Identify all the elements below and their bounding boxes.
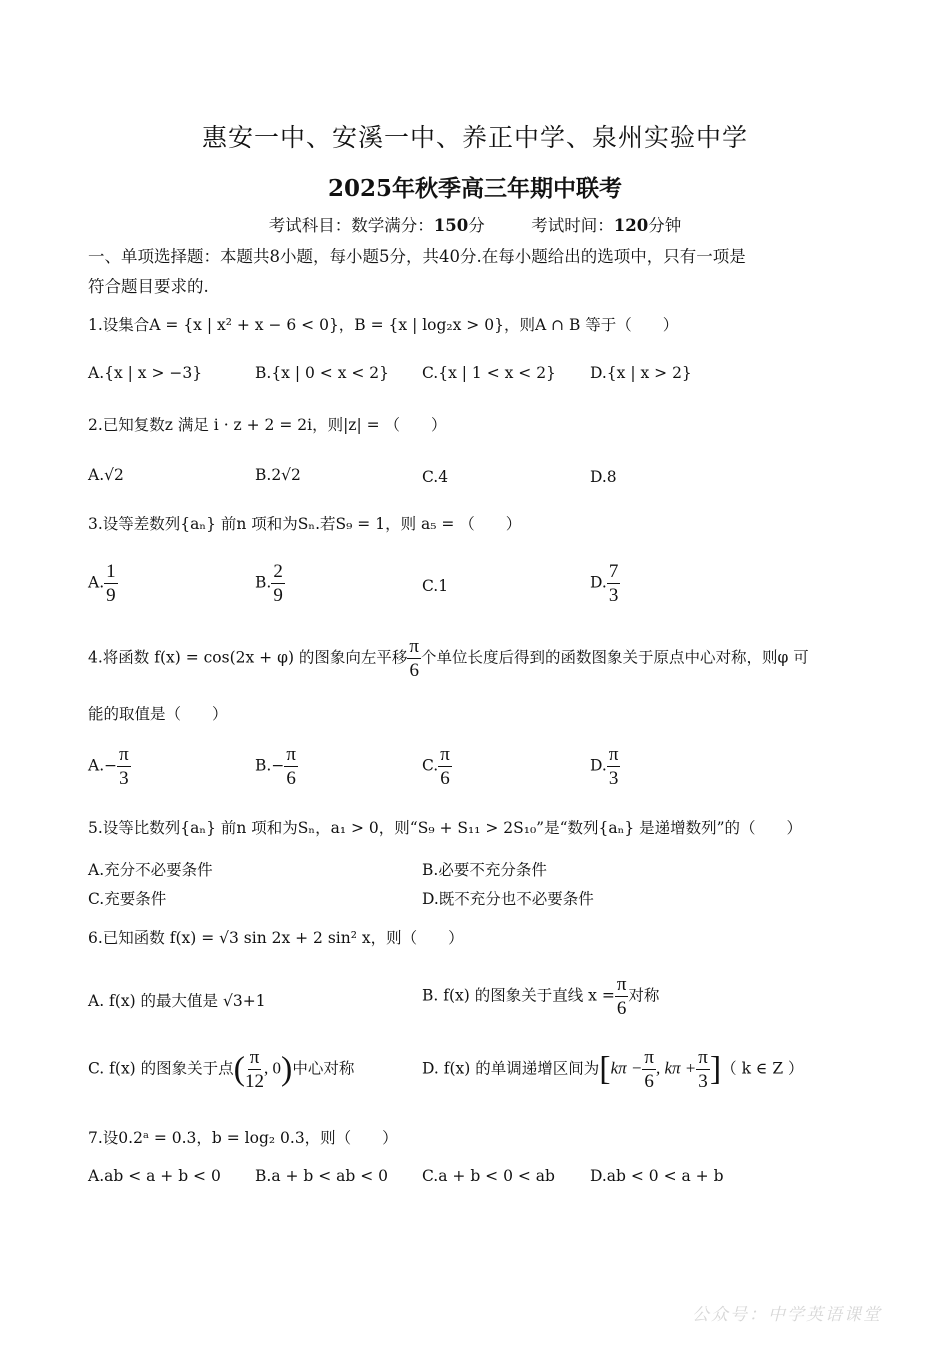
q4-option-b-label: B.− (255, 756, 285, 775)
right-paren: ) (281, 1050, 293, 1088)
fraction-numerator: π (698, 1047, 708, 1068)
q4-stem-part2: 个单位长度后得到的函数图象关于原点中心对称，则φ 可 (421, 648, 809, 667)
q2-option-a: A.√2 (88, 466, 124, 484)
q6-option-b-part2: 对称 (628, 986, 660, 1005)
fraction-denominator: 6 (409, 660, 419, 681)
q4-stem-fraction (407, 637, 421, 680)
q6-option-d-part2: （ k ∈ Z ） (721, 1059, 804, 1078)
q4-stem-part1: 4.将函数 f(x) = cos(2x + φ) 的图象向左平移 (88, 648, 408, 667)
fraction-numerator: π (249, 1047, 260, 1068)
fraction-numerator: π (644, 1047, 654, 1068)
fraction-denominator: 6 (286, 768, 296, 789)
q3-option-b-label: B. (255, 573, 272, 592)
question-4-stem (88, 637, 809, 680)
left-paren: ( (233, 1050, 245, 1088)
q6-option-c (88, 1048, 354, 1091)
q5-option-c: C.充要条件 (88, 890, 167, 908)
q1-option-d: D.{x | x > 2} (590, 364, 692, 382)
q3-option-c: C.1 (422, 577, 449, 595)
fraction-denominator: 6 (440, 768, 450, 789)
q6-option-d-fraction-2 (696, 1048, 710, 1091)
exam-title: 2025年秋季高三年期中联考 (327, 175, 622, 202)
q6-option-c-part2: 中心对称 (292, 1059, 355, 1078)
q7-option-b: B.a + b < ab < 0 (255, 1167, 389, 1185)
q2-option-d: D.8 (590, 468, 617, 486)
fraction-denominator: 9 (273, 585, 283, 606)
q6-option-d (422, 1048, 804, 1091)
fraction-numerator: 1 (106, 561, 116, 582)
q6-option-a: A. f(x) 的最大值是 √3+1 (88, 992, 266, 1010)
section-heading-line1: 一、单项选择题：本题共8小题，每小题5分，共40分.在每小题给出的选项中，只有一项是 (88, 247, 746, 266)
school-names: 惠安一中、安溪一中、养正中学、泉州实验中学 (201, 123, 748, 152)
q5-option-b: B.必要不充分条件 (422, 861, 547, 879)
question-3-stem: 3.设等差数列{aₙ} 前n 项和为Sₙ.若S₉ = 1，则 a₅ = （ ） (88, 515, 522, 533)
q6-option-d-k2: , kπ + (655, 1058, 697, 1078)
q6-option-d-k1: kπ − (610, 1058, 643, 1078)
time-label: 考试时间： (531, 216, 614, 235)
q4-option-c-label: C. (422, 756, 439, 775)
fraction-denominator: 3 (698, 1071, 708, 1092)
fraction-denominator: 9 (106, 585, 116, 606)
q4-option-a-label: A.− (88, 756, 118, 775)
q4-option-d-fraction (607, 745, 621, 788)
q5-option-d: D.既不充分也不必要条件 (422, 890, 594, 908)
q4-option-c-fraction (438, 745, 452, 788)
q2-option-c: C.4 (422, 468, 449, 486)
fraction-numerator: π (608, 744, 619, 765)
q3-option-d-fraction (607, 562, 621, 605)
q4-option-a-fraction (117, 745, 131, 788)
right-bracket: ] (709, 1050, 722, 1088)
time-unit: 分钟 (648, 216, 682, 235)
q4-option-a (88, 745, 131, 788)
q6-option-d-part1: D. f(x) 的单调递增区间为 (422, 1059, 600, 1078)
q2-option-b: B.2√2 (255, 466, 301, 484)
q3-option-d-label: D. (590, 573, 607, 592)
q1-option-c: C.{x | 1 < x < 2} (422, 364, 556, 382)
q4-option-d-label: D. (590, 756, 607, 775)
q4-stem-part3: 能的取值是（ ） (88, 705, 228, 723)
q4-option-b-fraction (284, 745, 298, 788)
fraction-numerator: 7 (608, 561, 619, 582)
q7-option-d: D.ab < 0 < a + b (590, 1167, 724, 1185)
q4-option-d (590, 745, 620, 788)
fraction-denominator: 3 (608, 768, 619, 789)
fraction-denominator: 3 (119, 768, 129, 789)
q6-option-b-fraction (615, 975, 629, 1018)
q3-option-a (88, 562, 118, 605)
q6-option-d-fraction-1 (642, 1048, 656, 1091)
q7-option-a: A.ab < a + b < 0 (88, 1167, 221, 1185)
q6-option-c-coord: , 0 (264, 1058, 281, 1078)
exam-info (0, 212, 950, 236)
q6-option-c-fraction (245, 1048, 264, 1091)
score-unit: 分 (468, 216, 485, 235)
q6-option-c-part1: C. f(x) 的图象关于点 (88, 1059, 234, 1078)
q4-option-b (255, 745, 298, 788)
q3-option-d (590, 562, 620, 605)
full-score: 150 (433, 216, 469, 235)
exam-time: 120 (613, 216, 649, 235)
q5-option-a: A.充分不必要条件 (88, 861, 213, 879)
fraction-numerator: π (119, 744, 129, 765)
q7-option-c: C.a + b < 0 < ab (422, 1167, 555, 1185)
watermark: 公众号：中学英语课堂 (692, 1305, 882, 1325)
fraction-denominator: 6 (644, 1071, 654, 1092)
q4-option-c (422, 745, 452, 788)
q3-option-a-fraction (104, 562, 118, 605)
question-1-stem: 1.设集合A = {x | x² + x − 6 < 0}，B = {x | log₂x > 0}，则A ∩ B 等于（ ） (88, 316, 679, 334)
q3-option-b-fraction (271, 562, 285, 605)
fraction-numerator: π (616, 974, 627, 995)
fraction-numerator: π (286, 744, 296, 765)
fraction-denominator: 3 (608, 585, 619, 606)
fraction-numerator: 2 (273, 561, 283, 582)
fraction-denominator: 6 (616, 998, 627, 1019)
q3-option-a-label: A. (88, 573, 105, 592)
question-5-stem: 5.设等比数列{aₙ} 前n 项和为Sₙ，a₁ > 0，则“S₉ + S₁₁ > 2S₁₀”是“数列{aₙ} 是递增数列”的（ ） (88, 819, 803, 837)
subject-label: 考试科目：数学满分： (268, 216, 434, 235)
question-2-stem: 2.已知复数z 满足 i · z + 2 = 2i，则|z| = （ ） (88, 416, 447, 434)
question-7-stem: 7.设0.2ᵃ = 0.3，b = log₂ 0.3，则（ ） (88, 1129, 398, 1147)
question-6-stem: 6.已知函数 f(x) = √3 sin 2x + 2 sin² x，则（ ） (88, 929, 464, 947)
q6-option-b-part1: B. f(x) 的图象关于直线 x = (422, 986, 615, 1005)
fraction-numerator: π (409, 636, 420, 657)
fraction-numerator: π (440, 744, 450, 765)
left-bracket: [ (599, 1050, 611, 1088)
q1-option-a: A.{x | x > −3} (88, 364, 203, 382)
fraction-denominator: 12 (245, 1071, 264, 1092)
section-heading-line2: 符合题目要求的. (88, 277, 209, 296)
q3-option-b (255, 562, 285, 605)
q6-option-b (422, 975, 659, 1018)
q1-option-b: B.{x | 0 < x < 2} (255, 364, 390, 382)
